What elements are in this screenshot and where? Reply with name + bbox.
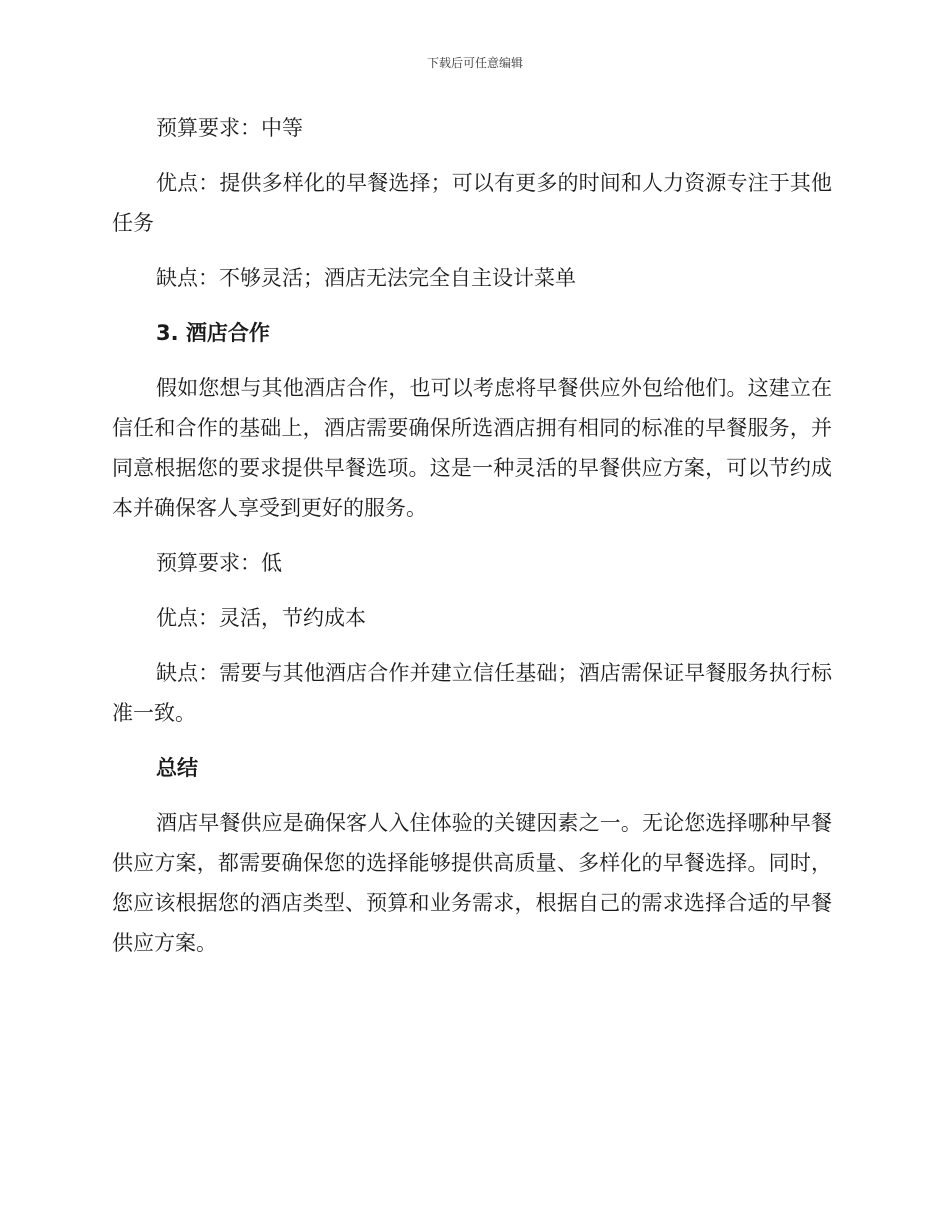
section-heading-hotel-cooperation: 3. 酒店合作	[156, 321, 270, 345]
hotel-cooperation-paragraph: 假如您想与其他酒店合作，也可以考虑将早餐供应外包给他们。这建立在信任和合作的基础上，酒店需要确保所选酒店拥有相同的标准的早餐服务，并同意根据您的要求提供早餐选项。这是一种灵活的早餐供应方案，可以节约成本并确保客人享受到更好的服务。	[112, 376, 832, 520]
disadvantages-paragraph: 缺点：不够灵活；酒店无法完全自主设计菜单	[156, 266, 576, 290]
document-body	[112, 108, 832, 978]
advantages-paragraph: 优点：提供多样化的早餐选择；可以有更多的时间和人力资源专注于其他任务	[112, 171, 832, 235]
budget-requirement-medium: 预算要求：中等	[156, 116, 303, 140]
summary-paragraph: 酒店早餐供应是确保客人入住体验的关键因素之一。无论您选择哪种早餐供应方案，都需要确保您的选择能够提供高质量、多样化的早餐选择。同时，您应该根据您的酒店类型、预算和业务需求，根据自己的需求选择合适的早餐供应方案。	[112, 811, 832, 955]
section-heading-summary: 总结	[156, 756, 198, 780]
disadvantages-paragraph-2: 缺点：需要与其他酒店合作并建立信任基础；酒店需保证早餐服务执行标准一致。	[112, 661, 832, 725]
budget-requirement-low: 预算要求：低	[156, 551, 282, 575]
advantages-paragraph-2: 优点：灵活，节约成本	[156, 606, 366, 630]
page-header: 下载后可任意编辑	[426, 56, 523, 70]
